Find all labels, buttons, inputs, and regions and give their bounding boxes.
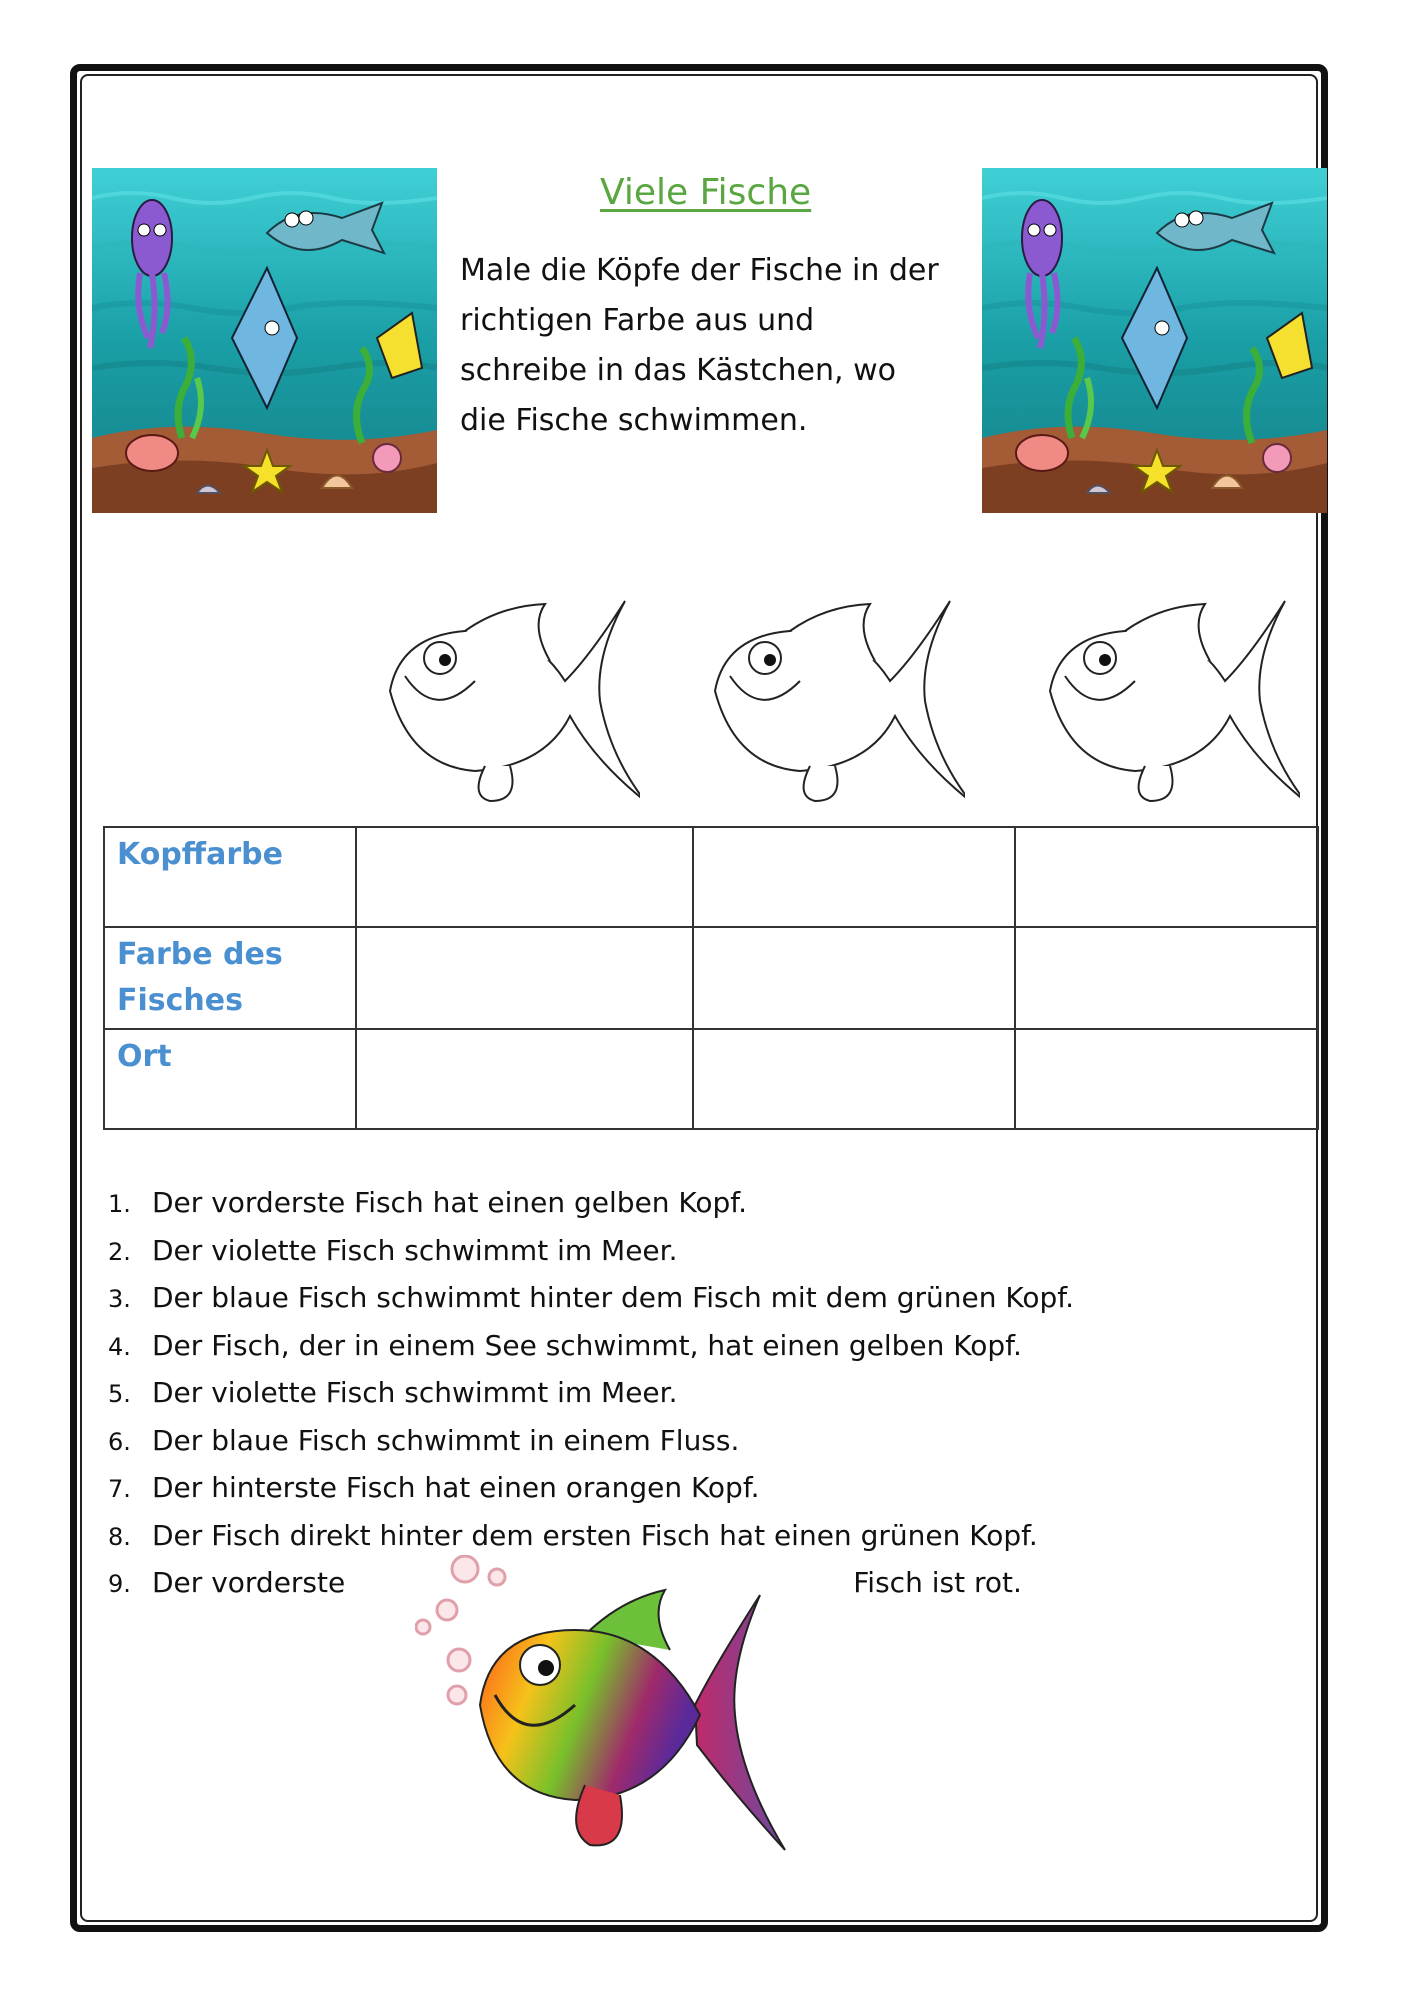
- table-row: [104, 1029, 1318, 1129]
- list-item: 9. Der vorderste Fisch ist rot.: [108, 1566, 1022, 1599]
- row-header-ort: Ort: [104, 1029, 356, 1129]
- list-item: 3. Der blaue Fisch schwimmt hinter dem Fisch mit dem grünen Kopf.: [108, 1281, 1074, 1314]
- answer-cell[interactable]: [356, 1029, 693, 1129]
- answer-cell[interactable]: [693, 927, 1015, 1029]
- list-item: 5. Der violette Fisch schwimmt im Meer.: [108, 1376, 678, 1409]
- answer-cell[interactable]: [1015, 927, 1318, 1029]
- answer-cell[interactable]: [693, 827, 1015, 927]
- table-row: [104, 827, 1318, 927]
- answer-cell[interactable]: [356, 827, 693, 927]
- table-row: [104, 927, 1318, 1029]
- outline-fish-3-icon: [1040, 596, 1300, 810]
- worksheet-instructions: Male die Köpfe der Fische in der richtigen Farbe aus und schreibe in das Kästchen, wo die Fische schwimmen.: [460, 253, 939, 438]
- list-item: 6. Der blaue Fisch schwimmt in einem Fluss.: [108, 1423, 740, 1457]
- underwater-scene-illustration-left: [92, 168, 437, 513]
- underwater-scene-illustration-right: [982, 168, 1327, 513]
- answer-cell[interactable]: [1015, 827, 1318, 927]
- clue-list: [108, 1180, 1074, 1608]
- list-item: 2. Der violette Fisch schwimmt im Meer.: [108, 1233, 678, 1267]
- rainbow-fish-illustration-icon: [415, 1555, 815, 1859]
- list-item: 7. Der hinterste Fisch hat einen orangen Kopf.: [108, 1471, 760, 1504]
- outline-fish-1-icon: [380, 596, 640, 810]
- answer-cell[interactable]: [1015, 1029, 1318, 1129]
- answer-cell[interactable]: [356, 927, 693, 1029]
- outline-fish-2-icon: [705, 596, 965, 810]
- worksheet-title: Viele Fische: [600, 172, 812, 213]
- list-item: 8. Der Fisch direkt hinter dem ersten Fisch hat einen grünen Kopf.: [108, 1518, 1038, 1552]
- answer-cell[interactable]: [693, 1029, 1015, 1129]
- list-item: 1. Der vorderste Fisch hat einen gelben Kopf.: [108, 1186, 748, 1219]
- list-item: 4. Der Fisch, der in einem See schwimmt, hat einen gelben Kopf.: [108, 1328, 1022, 1362]
- row-header-kopffarbe: Kopffarbe: [104, 827, 356, 927]
- answer-table: [103, 826, 1319, 1130]
- row-header-farbe-des-fisches: Farbe des Fisches: [104, 927, 356, 1029]
